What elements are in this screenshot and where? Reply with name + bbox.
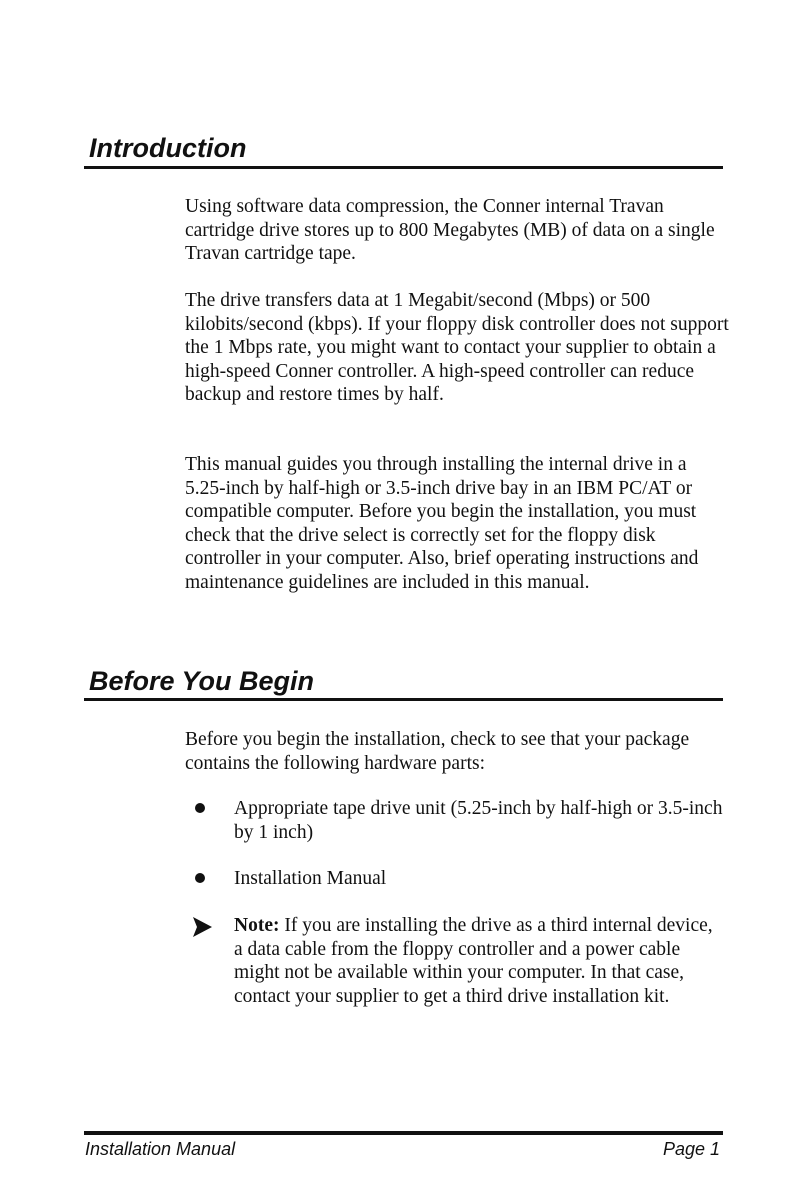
paragraph: This manual guides you through installing the internal drive in a 5.25-inch by half-high or 3.5-inch drive bay in an IBM PC/AT or compatible computer. Before you begin the installation, you must check that the drive select is correctly set for the floppy disk controller in your computer. Also, brief operating instructions and maintenance guidelines are included in this manual. [185, 454, 699, 593]
note [234, 914, 724, 1008]
list-item: Installation Manual [234, 868, 387, 889]
bullet-icon [195, 873, 205, 883]
note-label: Note: [234, 915, 280, 936]
footer-title: Installation Manual [85, 1139, 236, 1159]
section-rule [84, 698, 723, 701]
page-number: Page 1 [662, 1139, 720, 1159]
note-text: If you are installing the drive as a third internal device, a data cable from the floppy controller and a power cable might not be available within your computer. In that case, contact your supplier to get a third drive installation kit. [234, 915, 713, 1007]
section-title-introduction: Introduction [89, 133, 247, 163]
note-arrow-icon [191, 916, 213, 938]
bullet-icon [195, 803, 205, 813]
footer-rule [84, 1131, 723, 1135]
section-rule [84, 166, 723, 169]
paragraph: The drive transfers data at 1 Megabit/second (Mbps) or 500 kilobits/second (kbps). If your floppy disk controller does not support the 1 Mbps rate, you might want to contact your supplier to obtain a high-speed Conner controller. A high-speed controller can reduce backup and restore times by half. [185, 290, 729, 405]
section-title-before-you-begin: Before You Begin [89, 666, 315, 696]
paragraph: Using software data compression, the Conner internal Travan cartridge drive stores up to 800 Megabytes (MB) of data on a single Travan cartridge tape. [185, 196, 715, 264]
list-item: Appropriate tape drive unit (5.25-inch by half-high or 3.5-inch by 1 inch) [234, 798, 723, 843]
paragraph: Before you begin the installation, check to see that your package contains the following hardware parts: [185, 729, 690, 774]
